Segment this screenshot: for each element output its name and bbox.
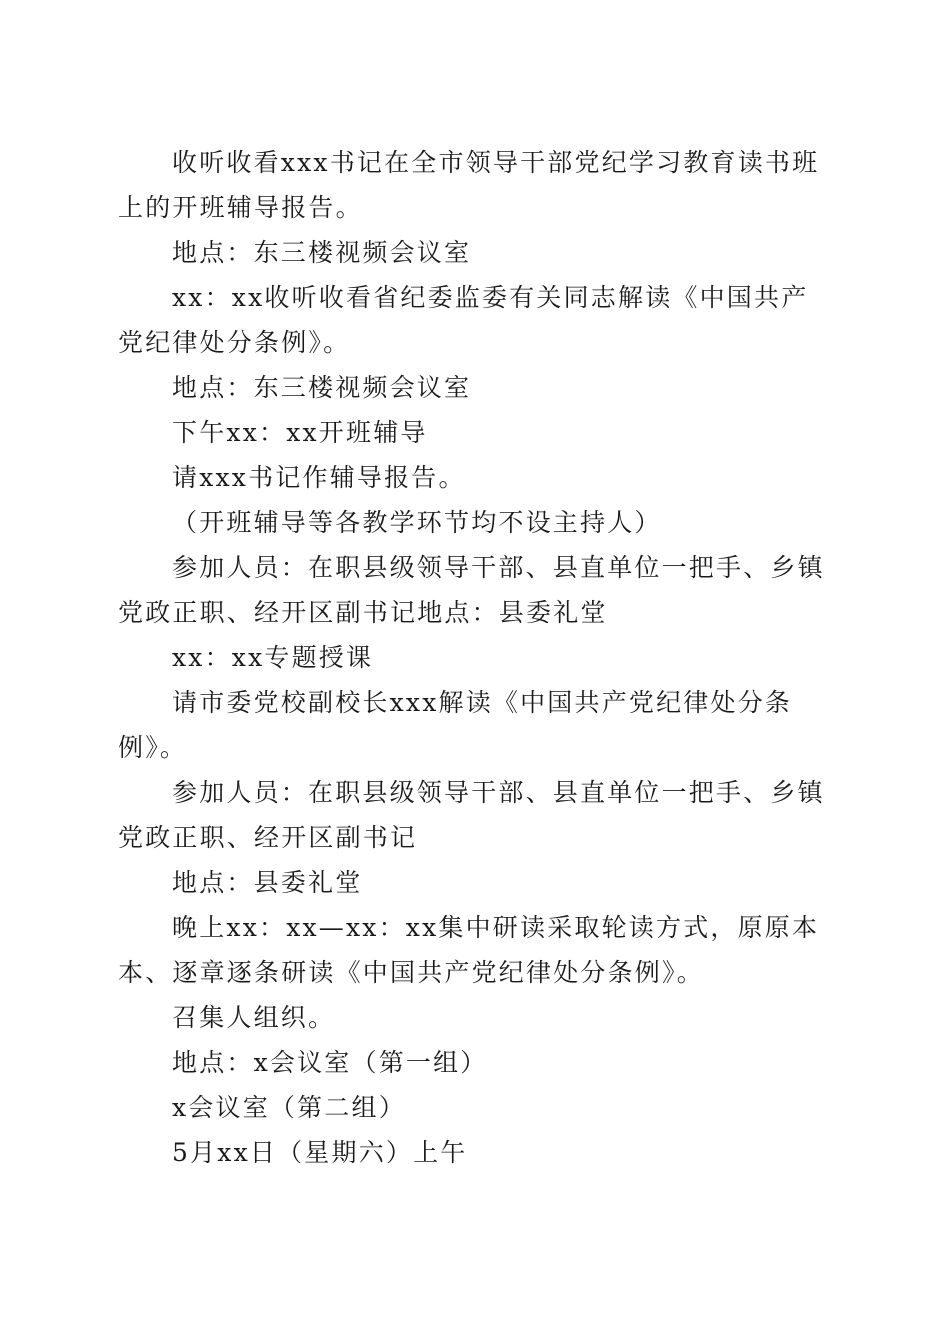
paragraph-participants-2: 参加人员：在职县级领导干部、县直单位一把手、乡镇党政正职、经开区副书记: [118, 778, 825, 852]
paragraph-lecture-request: 请市委党校副校长xxx解读《中国共产党纪律处分条例》。: [118, 688, 793, 762]
paragraph-location-group-1: 地点：x会议室（第一组）: [172, 1048, 488, 1077]
paragraph-video-interpretation: xx：xx收听收看省纪委监委有关同志解读《中国共产党纪律处分条例》。: [118, 283, 809, 357]
paragraph-location-2: 地点：东三楼视频会议室: [172, 373, 472, 402]
paragraph-convener: 召集人组织。: [172, 1003, 336, 1032]
paragraph-date-heading: 5月xx日（星期六）上午: [172, 1138, 468, 1167]
paragraph-location-1: 地点：东三楼视频会议室: [172, 238, 472, 267]
paragraph-location-group-2: x会议室（第二组）: [172, 1093, 406, 1122]
paragraph-participants-1: 参加人员：在职县级领导干部、县直单位一把手、乡镇党政正职、经开区副书记地点：县委礼堂: [118, 553, 825, 627]
paragraph-special-lecture: xx：xx专题授课: [172, 643, 374, 672]
paragraph-evening-reading: 晚上xx：xx—xx：xx集中研读采取轮读方式，原原本本、逐章逐条研读《中国共产党纪律处分条例》。: [118, 913, 820, 987]
paragraph-location-3: 地点：县委礼堂: [172, 868, 363, 897]
document-body: [118, 140, 830, 1175]
paragraph-opening-report: 收听收看xxx书记在全市领导干部党纪学习教育读书班上的开班辅导报告。: [118, 148, 820, 222]
paragraph-afternoon-session: 下午xx：xx开班辅导: [172, 418, 428, 447]
paragraph-no-host-note: （开班辅导等各教学环节均不设主持人）: [172, 508, 662, 537]
paragraph-report-request: 请xxx书记作辅导报告。: [172, 463, 466, 492]
